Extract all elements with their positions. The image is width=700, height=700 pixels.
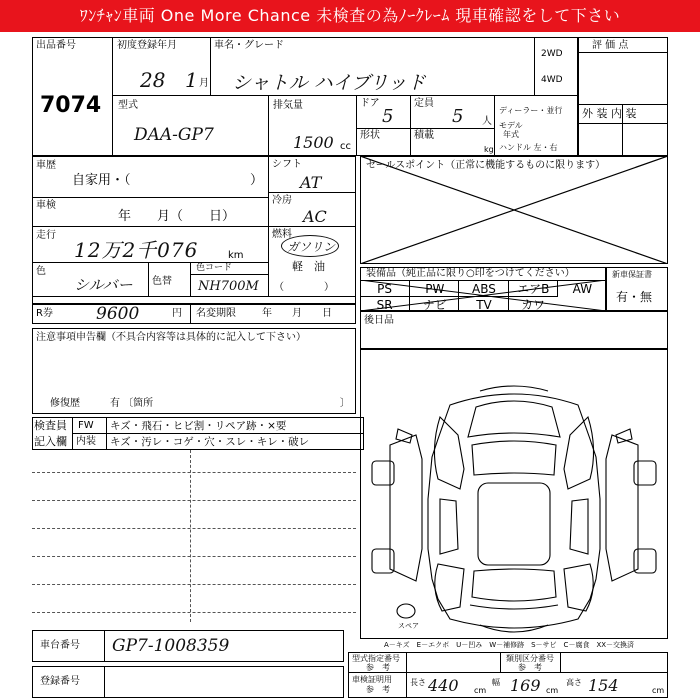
inspector-interior: 内装 bbox=[76, 436, 96, 447]
lot-label: 出品番号 bbox=[36, 40, 76, 51]
width-label: 幅 bbox=[492, 678, 500, 687]
spare-label: スペア bbox=[398, 622, 419, 630]
inspection-value: 年 月（ 日） bbox=[118, 209, 236, 224]
inspector-row-2: キズ・汚レ・コゲ・穴・スレ・キレ・破レ bbox=[110, 436, 310, 448]
first-reg-month-unit: 月 bbox=[199, 78, 209, 89]
shift-label: シフト bbox=[272, 159, 302, 170]
selling-points-label: セールスポイント（正常に機能するものに限ります） bbox=[366, 160, 606, 171]
mileage-value: 12万2千076 bbox=[74, 238, 199, 262]
first-reg-year: 28 bbox=[140, 68, 166, 92]
length-label: 長さ bbox=[410, 678, 426, 687]
fuel-paren: （ ） bbox=[274, 282, 334, 293]
inspection-label: 車検 bbox=[36, 200, 56, 211]
eval-label: 評 価 点 bbox=[592, 40, 629, 51]
equipment-item: PS bbox=[360, 280, 409, 297]
cert-ref: 参 考 bbox=[366, 685, 390, 694]
selling-points-cross bbox=[360, 156, 668, 264]
post-fit-box bbox=[360, 311, 668, 349]
type-cert-label: 型式指定番号 bbox=[352, 654, 400, 663]
class-label: 類別区分番号 bbox=[506, 654, 554, 663]
handle-label: ハンドル 左・右 bbox=[499, 143, 558, 152]
mileage-unit: km bbox=[228, 250, 244, 261]
notes-label: 注意事項申告欄（不具合内容等は具体的に記入して下さい） bbox=[36, 332, 306, 343]
equipment-item: エアB bbox=[508, 280, 558, 297]
history-value: 自家用・（ bbox=[72, 173, 131, 188]
shift-value: AT bbox=[300, 173, 322, 192]
auction-sheet bbox=[0, 32, 700, 700]
displacement-value: 1500 bbox=[293, 133, 334, 152]
mileage-label: 走行 bbox=[36, 230, 56, 241]
width-unit: cm bbox=[546, 686, 559, 695]
car-diagram bbox=[360, 349, 668, 639]
equipment-item: カワ bbox=[508, 296, 558, 313]
model-label: 型式 bbox=[118, 100, 138, 111]
displacement-label: 排気量 bbox=[273, 100, 303, 111]
history-label: 車歴 bbox=[36, 160, 56, 171]
banner: ﾜﾝﾁｬﾝ車両 One More Chance 未検査の為ﾉｰｸﾚｰﾑ 現車確認をして下さい bbox=[0, 0, 700, 32]
color-code-label: 色コード bbox=[196, 263, 233, 273]
doors-label: ドア bbox=[360, 98, 380, 109]
fuel-circle bbox=[281, 235, 339, 257]
width-value: 169 bbox=[510, 676, 541, 695]
new-car-label: 新車保証書 bbox=[612, 270, 652, 279]
inspector-fw: FW bbox=[78, 420, 94, 431]
eval-block bbox=[578, 37, 668, 156]
inspector-label-2: 記入欄 bbox=[34, 435, 67, 448]
first-reg-month: 1 bbox=[185, 68, 198, 92]
color-change-label: 色替 bbox=[152, 276, 172, 287]
recycle-label: R券 bbox=[36, 308, 53, 319]
shape-label: 形状 bbox=[360, 130, 380, 141]
type-cert-ref: 参 考 bbox=[366, 663, 390, 672]
new-car-value: 有・無 bbox=[616, 290, 653, 304]
height-label: 高さ bbox=[566, 678, 582, 687]
class-ref: 参 考 bbox=[518, 663, 542, 672]
equipment-item: TV bbox=[458, 296, 508, 313]
color-label: 色 bbox=[36, 266, 46, 277]
seats-label: 定員 bbox=[414, 98, 434, 109]
model-value: DAA-GP7 bbox=[134, 125, 214, 145]
drive-4wd: 4WD bbox=[541, 75, 563, 85]
history-close: ） bbox=[250, 173, 264, 188]
load-label: 積載 bbox=[414, 130, 434, 141]
fuel-diesel: 軽 油 bbox=[292, 260, 325, 273]
repair-value: 有 〔箇所 bbox=[110, 398, 154, 409]
name-label: 車名・グレード bbox=[214, 40, 284, 51]
displacement-unit: cc bbox=[340, 141, 351, 152]
first-reg-label: 初度登録年月 bbox=[117, 40, 177, 51]
dealer-label: ディーラー・並行 bbox=[499, 106, 563, 115]
seats-unit: 人 bbox=[482, 116, 492, 127]
damage-legend: A－キズ E－エクボ U－凹み W－補修跡 S－サビ C－腐食 XX－交換済 bbox=[384, 641, 635, 649]
recycle-value: 9600 bbox=[96, 304, 140, 324]
drive-2wd: 2WD bbox=[541, 49, 563, 59]
recycle-unit: 円 bbox=[172, 308, 182, 319]
inspector-label-1: 検査員 bbox=[34, 419, 67, 432]
color-code-value: NH700M bbox=[198, 279, 259, 294]
color-value: シルバー bbox=[74, 276, 133, 294]
equipment-label: 装備品（純正品に限り○印をつけてください） bbox=[366, 268, 575, 279]
aircon-label: 冷房 bbox=[272, 195, 292, 206]
model-year-sub: モデル bbox=[499, 121, 523, 130]
height-value: 154 bbox=[588, 676, 619, 695]
length-value: 440 bbox=[428, 676, 459, 695]
ext-int-label: 外 装 内 装 bbox=[582, 107, 637, 120]
name-value: シャトル ハイブリッド bbox=[232, 72, 426, 94]
post-fit-label: 後日品 bbox=[364, 315, 394, 326]
equipment-item: SR bbox=[360, 296, 409, 313]
inspector-row-1: キズ・飛石・ヒビ割・リペア跡・×要 bbox=[110, 420, 287, 432]
reg-label: 登録番号 bbox=[40, 676, 80, 687]
equipment-item: PW bbox=[409, 280, 459, 297]
seats-value: 5 bbox=[452, 106, 464, 127]
lot-number: 7074 bbox=[40, 93, 102, 118]
equipment-item: ABS bbox=[458, 280, 508, 297]
repair-label: 修復歴 bbox=[50, 398, 80, 409]
expiry-label: 名変期限 bbox=[196, 308, 236, 319]
fuel-label: 燃料 bbox=[272, 229, 292, 240]
length-unit: cm bbox=[474, 686, 487, 695]
doors-value: 5 bbox=[382, 106, 394, 127]
cert-label: 車検証明用 bbox=[352, 675, 392, 684]
chassis-value: GP7-1008359 bbox=[112, 636, 230, 656]
model-year-label: 年式 bbox=[503, 130, 519, 139]
equipment-item: ナビ bbox=[409, 296, 459, 313]
height-unit: cm bbox=[652, 686, 665, 695]
chassis-label: 車台番号 bbox=[40, 640, 80, 651]
expiry-value: 年 月 日 bbox=[262, 308, 332, 319]
load-unit: kg bbox=[484, 145, 494, 154]
fuel-value: ガソリン bbox=[287, 240, 336, 254]
equipment-item: AW bbox=[557, 280, 607, 297]
repair-close: 〕 bbox=[340, 398, 350, 409]
aircon-value: AC bbox=[303, 207, 327, 226]
